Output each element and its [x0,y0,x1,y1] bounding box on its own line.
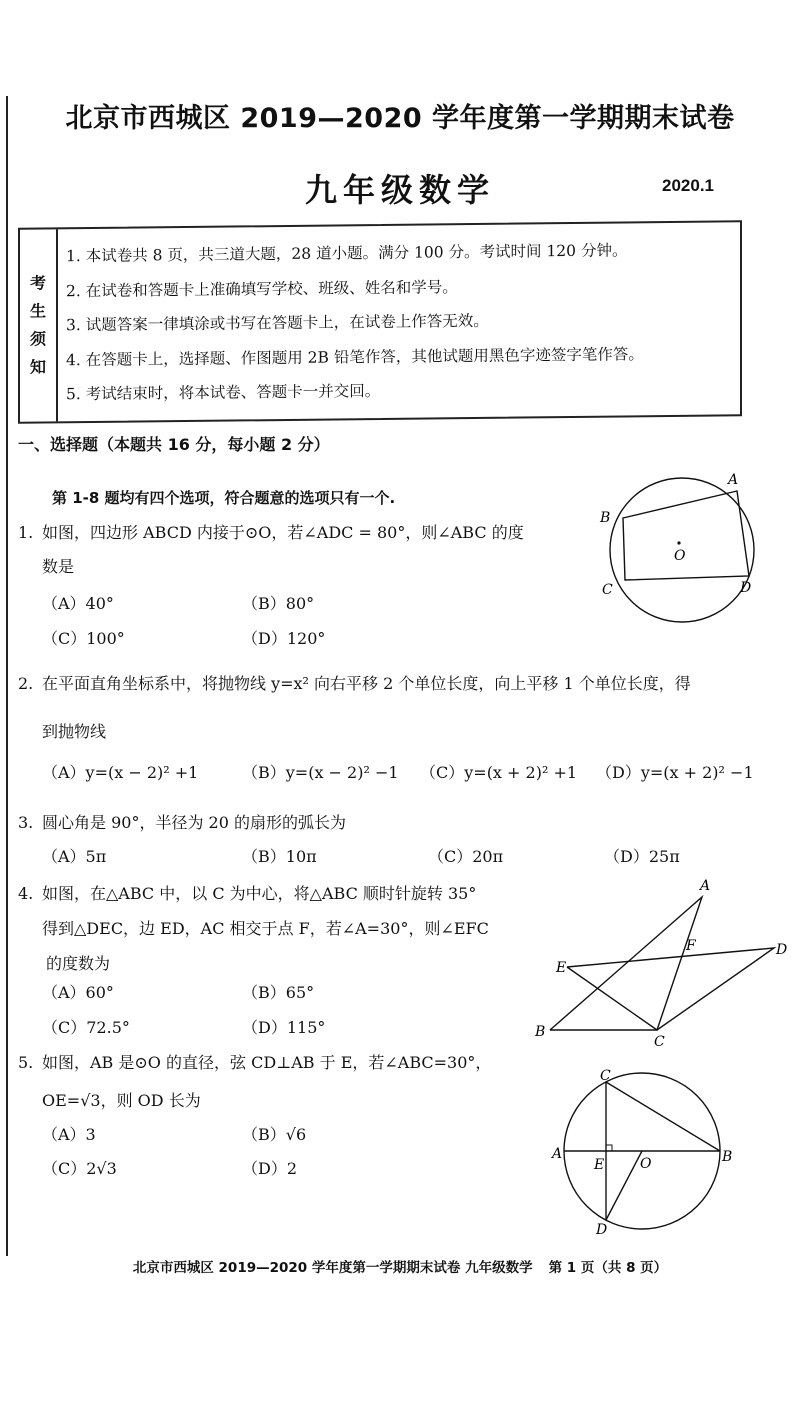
question-text: 到抛物线 [42,722,107,741]
figure-inscribed-quadrilateral [590,462,770,630]
question-text: 在平面直角坐标系中，将抛物线 y=x² 向右平移 2 个单位长度，向上平移 1 个单位长度，得 [42,674,691,693]
label-a: A [700,878,711,894]
section-heading: 一、选择题（本题共 16 分，每小题 2 分） [18,435,330,454]
question-number: 5. [18,1053,34,1072]
instruction-item: 1. 本试卷共 8 页，共三道大题，28 道小题。满分 100 分。考试时间 120 分钟。 [66,241,628,266]
exam-date: 2020.1 [662,176,714,195]
option-a[interactable]: （A）3 [42,1125,96,1144]
question-text: 的度数为 [46,954,111,973]
option-b[interactable]: （B）65° [242,983,315,1002]
label-char: 生 [29,301,46,321]
question-text: 得到△DEC，边 ED，AC 相交于点 F，若∠A=30°，则∠EFC [42,919,489,938]
question-text: 数是 [42,557,75,576]
question-1 [18,516,578,584]
exam-title: 北京市西城区 2019—2020 学年度第一学期期末试卷 [65,103,735,134]
question-4 [18,876,558,981]
question-text: OE=√3，则 OD 长为 [42,1091,201,1110]
instruction-item: 5. 考试结束时，将本试卷、答题卡一并交回。 [66,381,381,404]
question-number: 2. [18,674,34,693]
footer-title: 北京市西城区 2019—2020 学年度第一学期期末试卷 九年级数学 [132,1260,533,1276]
question-number: 1. [18,523,34,542]
question-2 [18,660,798,756]
instruction-item: 2. 在试卷和答题卡上准确填写学校、班级、姓名和学号。 [66,277,458,300]
option-b[interactable]: （B）10π [242,847,317,866]
label-o: O [640,1156,652,1172]
option-b[interactable]: （B）80° [242,594,315,613]
option-b[interactable]: （B）y=(x − 2)² −1 [242,763,399,782]
figure-rotated-triangles [530,870,800,1050]
option-c[interactable]: （C）20π [428,847,504,866]
option-a[interactable]: （A）40° [42,594,114,613]
label-o: O [674,548,686,564]
label-a: A [728,472,739,488]
option-c[interactable]: （C）100° [42,629,125,648]
question-3 [18,806,618,840]
question-text: 圆心角是 90°，半径为 20 的扇形的弧长为 [42,813,346,832]
instruction-item: 4. 在答题卡上，选择题、作图题用 2B 铅笔作答，其他试题用黑色字迹签字笔作答。 [66,344,644,369]
question-text: 如图，AB 是⊙O 的直径，弦 CD⊥AB 于 E，若∠ABC=30°， [42,1053,492,1072]
page-margin-rule [6,96,8,1256]
label-c: C [600,1068,611,1084]
question-text: 如图，四边形 ABCD 内接于⊙O，若∠ADC = 80°，则∠ABC 的度 [42,523,524,542]
figure-circle-diameter-chord [550,1066,770,1236]
option-c[interactable]: （C）y=(x + 2)² +1 [420,763,578,782]
instructions-label [20,229,58,421]
option-a[interactable]: （A）60° [42,983,114,1002]
label-char: 知 [29,357,46,377]
exam-subtitle: 九年级数学 [304,171,495,209]
question-text: 如图，在△ABC 中，以 C 为中心，将△ABC 顺时针旋转 35° [42,884,477,903]
option-b[interactable]: （B）√6 [242,1125,307,1144]
label-c: C [654,1034,665,1050]
label-b: B [600,510,611,526]
option-d[interactable]: （D）y=(x + 2)² −1 [596,763,754,782]
section-note: 第 1-8 题均有四个选项，符合题意的选项只有一个. [52,489,396,507]
option-c[interactable]: （C）2√3 [42,1159,117,1178]
question-5 [18,1044,558,1120]
option-a[interactable]: （A）y=(x − 2)² +1 [42,763,199,782]
label-e: E [556,960,567,976]
option-a[interactable]: （A）5π [42,847,107,866]
label-d: D [596,1222,608,1236]
option-d[interactable]: （D）2 [242,1159,298,1178]
label-char: 须 [29,329,46,349]
label-b: B [722,1149,733,1165]
option-d[interactable]: （D）115° [242,1018,326,1037]
label-f: F [686,938,696,954]
label-c: C [602,582,613,598]
label-d: D [776,942,788,958]
option-d[interactable]: （D）120° [242,629,326,648]
exam-instructions-box [18,220,742,424]
page-number: 第 1 页（共 8 页） [548,1260,668,1276]
option-c[interactable]: （C）72.5° [42,1018,130,1037]
label-b: B [535,1024,546,1040]
question-number: 4. [18,884,34,903]
label-d: D [740,580,752,596]
label-e: E [594,1157,605,1173]
instructions-list [66,232,732,411]
label-a: A [552,1146,563,1162]
question-number: 3. [18,813,34,832]
label-char: 考 [29,273,46,293]
instruction-item: 3. 试题答案一律填涂或书写在答题卡上，在试卷上作答无效。 [66,311,489,335]
option-d[interactable]: （D）25π [604,847,680,866]
page-footer [0,1256,800,1276]
